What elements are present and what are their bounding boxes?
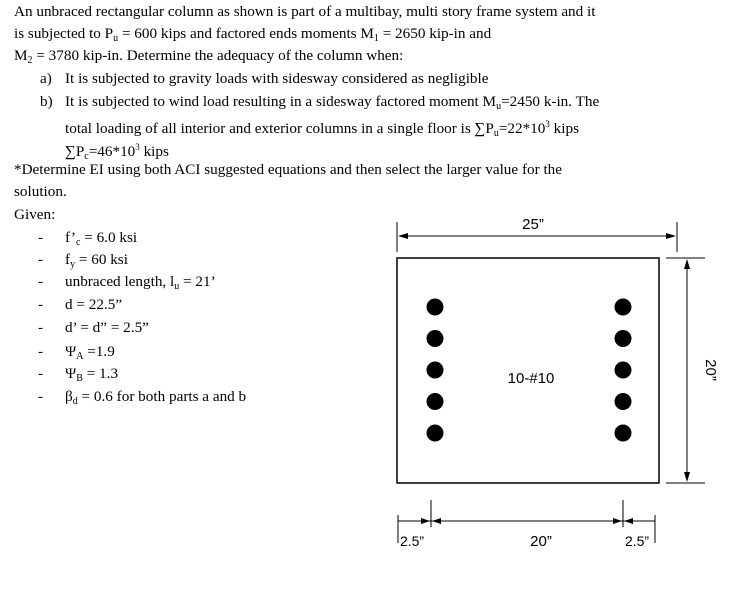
arrow-left xyxy=(398,233,408,239)
given-psi-a: $\Psi_A =1.9$ xyxy=(65,343,115,362)
cover-right-label: 2.5” xyxy=(624,533,650,549)
cover-left-label: 2.5” xyxy=(399,533,425,549)
arrow xyxy=(624,518,633,524)
part-b-text-3: $\sum P_c=46*10^3$ kips xyxy=(65,142,169,162)
bullet: - xyxy=(38,344,43,360)
rebars-right-face xyxy=(615,299,632,442)
part-b-text-1: It is subjected to wind load resulting in a sidesway factored moment $M_u=2450$ k-in. The xyxy=(65,93,600,112)
rebar xyxy=(427,299,444,316)
problem-line-1: An unbraced rectangular column as shown is part of a multibay, multi story frame system and it xyxy=(14,3,596,20)
given-d: d = 22.5” xyxy=(65,296,123,313)
part-b-text-2: total loading of all interior and exterior columns in a single floor is $\sum P_u=22*10^3$ kips xyxy=(65,119,579,139)
part-a-marker: a) xyxy=(40,70,52,87)
part-a-text: It is subjected to gravity loads with sidesway considered as negligible xyxy=(65,70,489,87)
arrow xyxy=(432,518,441,524)
rebar xyxy=(615,425,632,442)
arrow-down xyxy=(684,472,690,482)
rebar xyxy=(427,393,444,410)
bullet: - xyxy=(38,252,43,268)
given-beta: $\beta_d = 0.6$ for both parts a and b xyxy=(65,388,247,407)
rebars-left-face xyxy=(427,299,444,442)
problem-line-3: $M_2 = 3780$ kip-in. Determine the adequacy of the column when: xyxy=(14,47,404,66)
bullet: - xyxy=(38,297,43,313)
rebar xyxy=(427,425,444,442)
arrow-right xyxy=(666,233,676,239)
arrow xyxy=(613,518,622,524)
rebar-label: 10-#10 xyxy=(507,370,555,387)
bar-spacing-label: 20” xyxy=(530,533,552,550)
rebar xyxy=(615,362,632,379)
rebar xyxy=(615,393,632,410)
given-psi-b: $\Psi_B = 1.3$ xyxy=(65,365,119,384)
arrow-up xyxy=(684,259,690,269)
given-dprime: d’ = d” = 2.5” xyxy=(65,319,149,336)
arrow xyxy=(421,518,430,524)
note-line-1: *Determine EI using both ACI suggested equations and then select the larger value for the xyxy=(14,161,563,178)
bullet: - xyxy=(38,389,43,405)
width-label: 25” xyxy=(522,216,544,233)
bullet: - xyxy=(38,230,43,246)
problem-line-2: is subjected to $P_u = 600$ kips and factored ends moments $M_1 = 2650$ kip-in and xyxy=(14,25,492,44)
rebar xyxy=(427,330,444,347)
note-line-2: solution. xyxy=(14,183,67,200)
bullet: - xyxy=(38,366,43,382)
given-lu: unbraced length, $l_u = 21$’ xyxy=(65,273,216,292)
bullet: - xyxy=(38,274,43,290)
rebar xyxy=(615,299,632,316)
rebar xyxy=(427,362,444,379)
height-label: 20” xyxy=(702,359,719,381)
given-title: Given: xyxy=(14,206,56,223)
given-fy: $f_y = 60$ ksi xyxy=(65,251,128,270)
given-fc: $f’_c = 6.0$ ksi xyxy=(65,229,138,248)
bullet: - xyxy=(38,320,43,336)
rebar xyxy=(615,330,632,347)
part-b-marker: b) xyxy=(40,93,53,110)
